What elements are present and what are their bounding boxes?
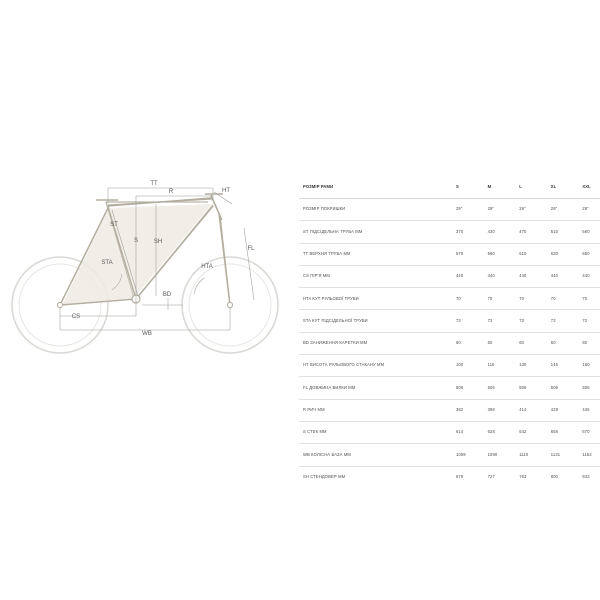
row-value-xxl: 73 [579,310,600,332]
row-value-m: 506 [485,377,517,399]
row-value-xl: 70 [548,288,580,310]
row-value-xxl: 506 [579,377,600,399]
bike-geometry-diagram [8,170,298,370]
row-value-s: 570 [453,243,485,265]
row-label: FL ДОВЖИНА ВИЛКИ ММ [299,377,453,399]
row-value-s: 73 [453,310,485,332]
table-row [299,377,600,399]
row-value-l: 70 [516,288,548,310]
row-value-m: 115 [485,355,517,377]
table-header-row [299,176,600,199]
row-value-m: 60 [485,332,517,354]
row-value-xxl: 29" [579,199,600,221]
row-value-xxl: 843 [582,473,590,479]
row-value-xxl: 650 [579,243,600,265]
label-r: R [168,189,174,195]
row-value-m: 29" [485,199,517,221]
row-label: STA КУТ ПІДСІДЕЛЬНОЇ ТРУБИ [299,310,453,332]
row-value-xxl: 1152 [579,444,600,466]
row-value-m: 73 [485,310,517,332]
label-ht: HT [222,188,230,194]
row-value-s: 70 [453,288,485,310]
geometry-table [299,176,600,488]
row-label: SH СТЕНДОВЕР ММ [303,473,346,479]
row-value-xl: 429 [548,399,580,421]
row-value-m: 440 [485,265,517,287]
row-value-xl: 29" [548,199,580,221]
table-row [299,444,600,466]
row-value-s: 1069 [453,444,485,466]
table-row [299,265,600,287]
table-row [299,221,600,243]
row-value-xl: 440 [548,265,580,287]
table-row [299,199,600,221]
row-label: S СТЕК ММ [299,421,453,443]
row-value-l: 470 [516,221,548,243]
row-value-l: 1110 [516,444,548,466]
header-size-m: M [485,176,517,199]
label-fl: FL [247,246,255,252]
row-value-s: 506 [453,377,485,399]
row-value-s: 29" [453,199,485,221]
row-value-xxl: 445 [579,399,600,421]
row-value-s: 440 [453,265,485,287]
row-value-s: 679 [456,473,464,479]
geometry-table-body [299,176,600,488]
row-value-l: 642 [516,421,548,443]
table-row [299,310,600,332]
row-label: HT ВИСОТА РУЛЬОВОГО СТАКАНУ ММ [299,355,453,377]
table-row [299,421,600,443]
table-row [299,355,600,377]
table-row [299,332,600,354]
row-value-s: 614 [453,421,485,443]
header-size-xxl: XXL [579,176,600,199]
row-value-l: 440 [516,265,548,287]
row-value-m: 628 [485,421,517,443]
row-value-l: 29" [516,199,548,221]
row-value-l: 506 [516,377,548,399]
table-row [299,399,600,421]
row-value-xl: 73 [548,310,580,332]
row-value-xl: 1131 [548,444,580,466]
label-sta: STA [101,260,113,266]
row-value-xxl: 560 [579,221,600,243]
label-s: S [133,238,139,244]
row-value-xl: 506 [548,377,580,399]
table-row [299,288,600,310]
row-value-m: 1090 [485,444,517,466]
row-value-m: 398 [485,399,517,421]
label-st: ST [110,222,118,228]
row-value-xxl: 160 [579,355,600,377]
header-size-s: S [453,176,485,199]
row-value-s: 60 [453,332,485,354]
label-tt: TT [150,181,158,187]
row-label: ST ПІДСІДЕЛЬНА ТРУБА ММ [299,221,453,243]
label-sh: SH [153,239,163,245]
row-value-xl: 656 [548,421,580,443]
label-bd: BD [162,292,172,298]
row-label: TT ВЕРХНЯ ТРУБА ММ [299,243,453,265]
row-value-xxl: 670 [579,421,600,443]
label-wb: WB [142,331,152,337]
row-value-m: 70 [485,288,517,310]
table-row [299,243,600,265]
row-value-m: 590 [485,243,517,265]
front-hub [227,302,232,307]
row-value-l: 610 [516,243,548,265]
row-value-s: 100 [453,355,485,377]
row-value-xl: 60 [548,332,580,354]
table-row [299,466,600,488]
row-value-xl: 145 [548,355,580,377]
row-value-l: 60 [516,332,548,354]
row-label: R РИЧ ММ [299,399,453,421]
row-value-xxl: 60 [579,332,600,354]
row-value-m: 430 [485,221,517,243]
row-value-s: 382 [453,399,485,421]
row-value-l: 414 [516,399,548,421]
row-label: CS ПІР'Я ММ [299,265,453,287]
row-label: BD ЗАНИЖЕННЯ КАРЕТКИ ММ [299,332,453,354]
row-value-xxl: 440 [579,265,600,287]
row-label: HTA КУТ РУЛЬОВОЇ ТРУБИ [299,288,453,310]
label-hta: HTA [201,264,213,270]
header-size-l: L [516,176,548,199]
row-value-s: 370 [453,221,485,243]
row-value-l: 130 [516,355,548,377]
row-value-xl: 510 [548,221,580,243]
label-cs: CS [71,314,81,320]
row-value-xl: 630 [548,243,580,265]
row-value-xl: 800 [550,473,559,479]
row-value-l: 73 [516,310,548,332]
row-value-xxl: 70 [579,288,600,310]
header-size-xl: XL [548,176,580,199]
rear-hub [57,302,62,307]
row-label: РОЗМІР ПОКРИШКИ [299,199,453,221]
row-value-l: 763 [519,473,527,479]
row-value-m: 727 [487,473,495,479]
header-label-cell: РОЗМІР РАМИ [299,176,453,199]
row-label: WB КОЛІСНА БАЗА ММ [299,444,453,466]
